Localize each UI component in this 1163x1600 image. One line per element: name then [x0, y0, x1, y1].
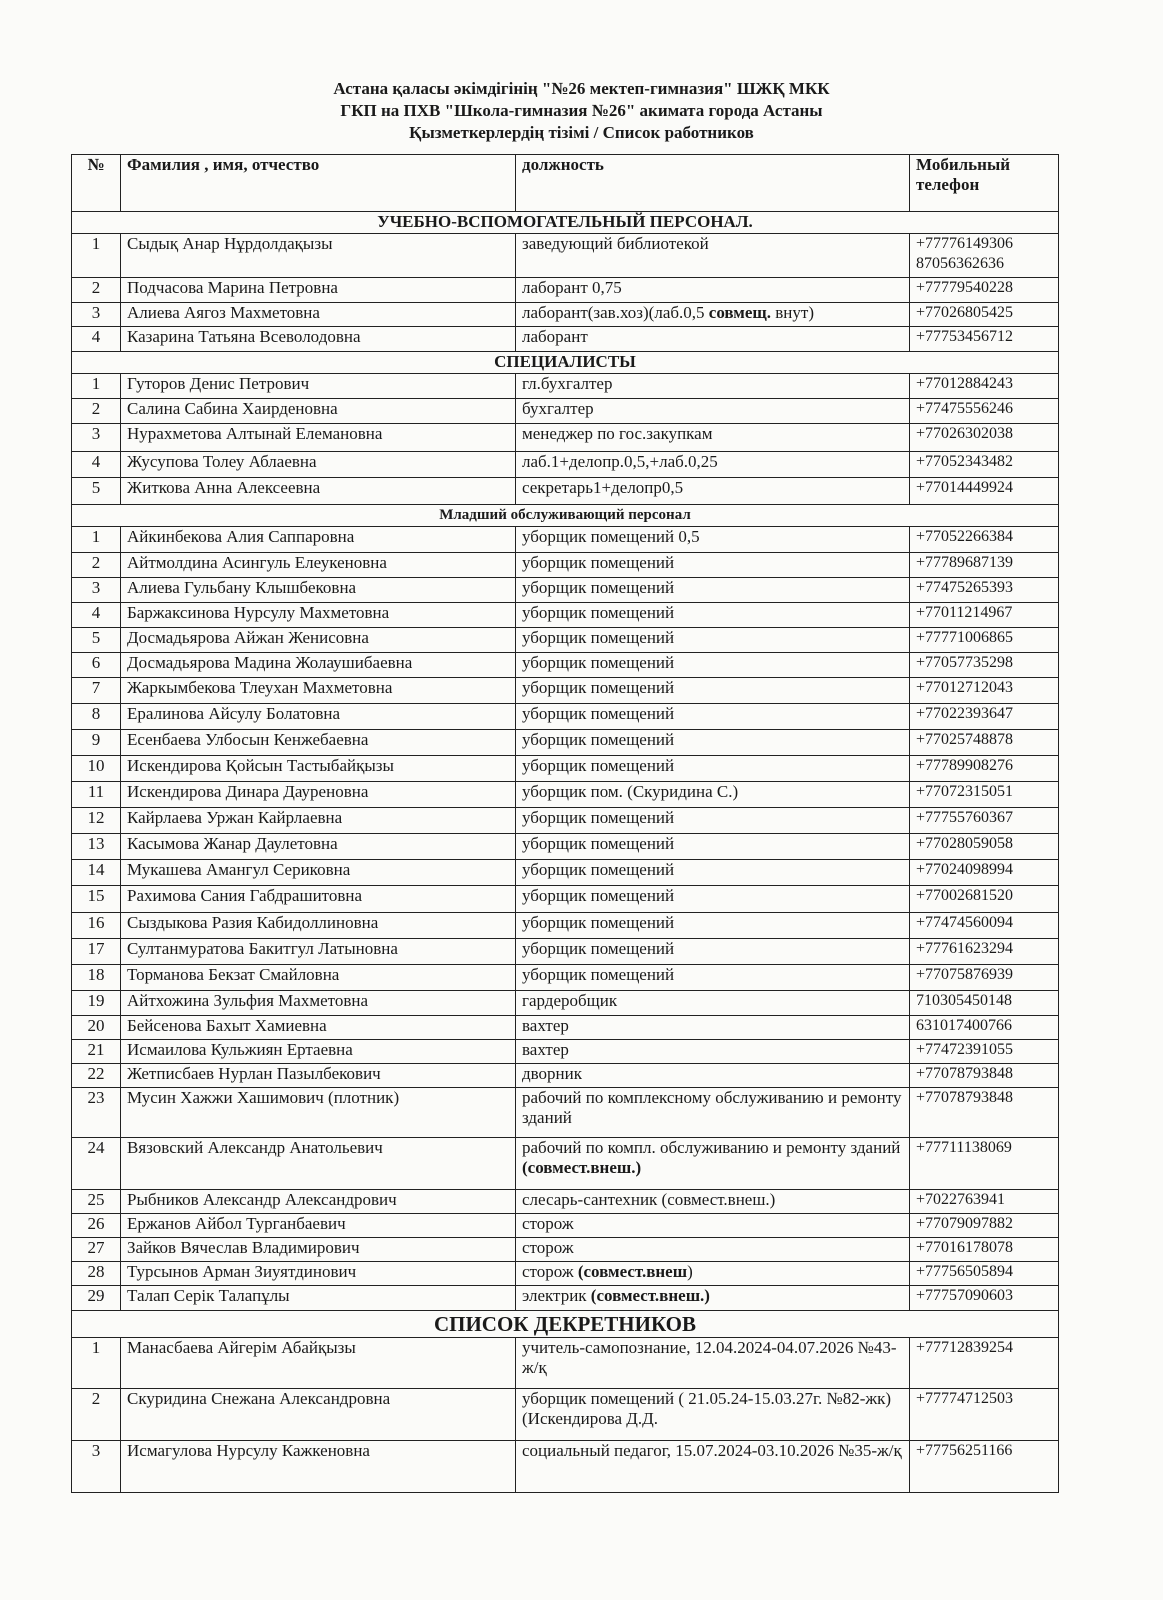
employee-phone: +77774712503 — [910, 1389, 1059, 1441]
employee-phone: +77028059058 — [910, 834, 1059, 860]
position-text: уборщик пом. (Скуридина С.) — [522, 782, 739, 801]
employee-phone: +77012884243 — [910, 374, 1059, 399]
row-number: 1 — [72, 374, 121, 399]
employee-name: Торманова Бекзат Смайловна — [121, 965, 516, 991]
employee-phone: +77025748878 — [910, 730, 1059, 756]
table-row — [72, 234, 1059, 278]
position-bold-text: (совмест.внеш — [577, 1262, 688, 1281]
position-text: уборщик помещений — [522, 678, 675, 697]
employee-position — [516, 678, 910, 704]
employee-position — [516, 1238, 910, 1262]
employee-phone: +77472391055 — [910, 1040, 1059, 1064]
row-number: 7 — [72, 678, 121, 704]
row-number: 4 — [72, 452, 121, 478]
section-header-row — [72, 212, 1059, 234]
row-number: 5 — [72, 628, 121, 653]
row-number: 2 — [72, 553, 121, 578]
row-number: 3 — [72, 303, 121, 327]
row-number: 9 — [72, 730, 121, 756]
employee-phone: +77711138069 — [910, 1138, 1059, 1190]
employee-position — [516, 886, 910, 913]
row-number: 10 — [72, 756, 121, 782]
employee-name: Мукашева Амангул Сериковна — [121, 860, 516, 886]
employee-phone: +77075876939 — [910, 965, 1059, 991]
table-row — [72, 782, 1059, 808]
position-text: уборщик помещений — [522, 965, 675, 984]
employee-position — [516, 1441, 910, 1493]
employee-phone: +77475556246 — [910, 399, 1059, 424]
employee-phone: +77012712043 — [910, 678, 1059, 704]
employee-phone: +77789687139 — [910, 553, 1059, 578]
employee-phone: +77789908276 — [910, 756, 1059, 782]
employee-phone: +77026302038 — [910, 424, 1059, 452]
position-text: уборщик помещений — [522, 553, 675, 572]
employee-name: Досмадьярова Мадина Жолаушибаевна — [121, 653, 516, 678]
employee-name: Султанмуратова Бакитгул Латыновна — [121, 939, 516, 965]
row-number: 3 — [72, 424, 121, 452]
employee-position — [516, 374, 910, 399]
employee-name: Есенбаева Улбосын Кенжебаевна — [121, 730, 516, 756]
position-text: уборщик помещений — [522, 886, 675, 905]
table-row — [72, 327, 1059, 352]
employee-position — [516, 452, 910, 478]
employee-position — [516, 1040, 910, 1064]
employee-position — [516, 399, 910, 424]
employee-position — [516, 603, 910, 628]
table-row — [72, 628, 1059, 653]
row-number: 12 — [72, 808, 121, 834]
table-row — [72, 452, 1059, 478]
table-row — [72, 527, 1059, 553]
employee-name: Айтхожина Зульфия Махметовна — [121, 991, 516, 1016]
employee-position — [516, 653, 910, 678]
employee-position — [516, 478, 910, 505]
section-header-row — [72, 352, 1059, 374]
employee-name: Досмадьярова Айжан Женисовна — [121, 628, 516, 653]
row-number: 3 — [72, 578, 121, 603]
position-text: уборщик помещений — [522, 730, 675, 749]
position-text: уборщик помещений — [522, 860, 675, 879]
position-text: менеджер по гос.закупкам — [522, 424, 713, 443]
employee-position — [516, 704, 910, 730]
row-number: 23 — [72, 1088, 121, 1138]
employee-position — [516, 1286, 910, 1311]
table-row — [72, 1441, 1059, 1493]
table-row — [72, 578, 1059, 603]
row-number: 1 — [72, 1338, 121, 1389]
position-text: сторож — [522, 1262, 578, 1281]
employee-phone: +77755760367 — [910, 808, 1059, 834]
position-text: лаборант(зав.хоз)(лаб.0,5 — [522, 303, 709, 322]
row-number: 1 — [72, 234, 121, 278]
row-number: 29 — [72, 1286, 121, 1311]
row-number: 4 — [72, 327, 121, 352]
position-text: гл.бухгалтер — [522, 374, 613, 393]
row-number: 2 — [72, 399, 121, 424]
employee-name: Ералинова Айсулу Болатовна — [121, 704, 516, 730]
employee-phone: +77052343482 — [910, 452, 1059, 478]
employee-phone: 631017400766 — [910, 1016, 1059, 1040]
position-text: заведующий библиотекой — [522, 234, 709, 253]
employee-phone: +77026805425 — [910, 303, 1059, 327]
employee-name: Зайков Вячеслав Владимирович — [121, 1238, 516, 1262]
employee-position — [516, 527, 910, 553]
position-text: уборщик помещений — [522, 808, 675, 827]
employee-phone: +7022763941 — [910, 1190, 1059, 1214]
table-row — [72, 1238, 1059, 1262]
employee-position — [516, 278, 910, 303]
employee-position — [516, 424, 910, 452]
table-row — [72, 278, 1059, 303]
section-title: Младший обслуживающий персонал — [72, 505, 1059, 527]
row-number: 25 — [72, 1190, 121, 1214]
table-row — [72, 756, 1059, 782]
employee-phone: +77779540228 — [910, 278, 1059, 303]
section-header-row — [72, 505, 1059, 527]
employee-position — [516, 860, 910, 886]
table-row — [72, 1138, 1059, 1190]
employee-name: Вязовский Александр Анатольевич — [121, 1138, 516, 1190]
employee-name: Исмагулова Нурсулу Кажкеновна — [121, 1441, 516, 1493]
section-header-row — [72, 1311, 1059, 1338]
position-text: уборщик помещений — [522, 578, 675, 597]
employee-phone: +77757090603 — [910, 1286, 1059, 1311]
employee-position — [516, 234, 910, 278]
table-row — [72, 860, 1059, 886]
employee-name: Айкинбекова Алия Саппаровна — [121, 527, 516, 553]
employee-phone: +77078793848 — [910, 1088, 1059, 1138]
table-row — [72, 1064, 1059, 1088]
employee-name: Казарина Татьяна Всеволодовна — [121, 327, 516, 352]
position-text: уборщик помещений — [522, 704, 675, 723]
position-text: электрик — [522, 1286, 591, 1305]
table-row — [72, 1262, 1059, 1286]
employee-name: Нурахметова Алтынай Елемановна — [121, 424, 516, 452]
row-number: 16 — [72, 913, 121, 939]
table-row — [72, 991, 1059, 1016]
table-row — [72, 1016, 1059, 1040]
employee-phone: +77078793848 — [910, 1064, 1059, 1088]
employee-name: Жусупова Толеу Аблаевна — [121, 452, 516, 478]
table-row — [72, 886, 1059, 913]
employee-name: Сыдық Анар Нұрдолдақызы — [121, 234, 516, 278]
table-row — [72, 1190, 1059, 1214]
position-text: лаб.1+делопр.0,5,+лаб.0,25 — [522, 452, 718, 471]
row-number: 19 — [72, 991, 121, 1016]
table-row — [72, 424, 1059, 452]
employee-phone: +77024098994 — [910, 860, 1059, 886]
position-bold-text: (совмест.внеш.) — [522, 1158, 642, 1177]
employee-name: Рахимова Сания Габдрашитовна — [121, 886, 516, 913]
position-text: гардеробщик — [522, 991, 618, 1010]
employee-position — [516, 1389, 910, 1441]
employee-name: Талап Серік Талапұлы — [121, 1286, 516, 1311]
employee-phone: +77753456712 — [910, 327, 1059, 352]
employee-name: Мусин Хажжи Хашимович (плотник) — [121, 1088, 516, 1138]
position-text: уборщик помещений — [522, 913, 675, 932]
table-row — [72, 939, 1059, 965]
employee-name: Алиева Аягоз Махметовна — [121, 303, 516, 327]
row-number: 28 — [72, 1262, 121, 1286]
header-line-3: Қызметкерлердің тізімі / Список работников — [409, 123, 754, 142]
employee-name: Искендирова Динара Дауреновна — [121, 782, 516, 808]
position-text: рабочий по комплексному обслуживанию и ремонту зданий — [522, 1088, 902, 1127]
table-header-row — [72, 155, 1059, 212]
employee-phone: +77771006865 — [910, 628, 1059, 653]
column-header-name: Фамилия , имя, отчество — [121, 155, 516, 212]
header-line-2: ГКП на ПХВ "Школа-гимназия №26" акимата города Астаны — [340, 101, 823, 120]
position-tail-text: внут) — [771, 303, 814, 322]
position-text: социальный педагог, 15.07.2024-03.10.2026 №35-ж/қ — [522, 1441, 902, 1460]
employee-name: Гуторов Денис Петрович — [121, 374, 516, 399]
table-row — [72, 730, 1059, 756]
table-row — [72, 303, 1059, 327]
employee-position — [516, 939, 910, 965]
employee-position — [516, 1138, 910, 1190]
position-text: уборщик помещений — [522, 939, 675, 958]
position-text: рабочий по компл. обслуживанию и ремонту зданий — [522, 1138, 901, 1157]
table-row — [72, 1286, 1059, 1311]
row-number: 3 — [72, 1441, 121, 1493]
employee-name: Подчасова Марина Петровна — [121, 278, 516, 303]
employee-position — [516, 578, 910, 603]
position-bold-text: (совмест.внеш.) — [590, 1286, 710, 1305]
row-number: 20 — [72, 1016, 121, 1040]
employee-name: Бейсенова Бахыт Хамиевна — [121, 1016, 516, 1040]
row-number: 4 — [72, 603, 121, 628]
row-number: 17 — [72, 939, 121, 965]
employee-phone: +77712839254 — [910, 1338, 1059, 1389]
employee-name: Алиева Гульбану Клышбековна — [121, 578, 516, 603]
position-text: учитель-самопознание, 12.04.2024-04.07.2026 №43-ж/қ — [522, 1338, 897, 1377]
employee-phone: +77761623294 — [910, 939, 1059, 965]
row-number: 8 — [72, 704, 121, 730]
employee-position — [516, 1338, 910, 1389]
position-text: уборщик помещений 0,5 — [522, 527, 700, 546]
section-title: СПЕЦИАЛИСТЫ — [72, 352, 1059, 374]
position-text: уборщик помещений — [522, 756, 675, 775]
position-text: дворник — [522, 1064, 583, 1083]
row-number: 24 — [72, 1138, 121, 1190]
position-text: вахтер — [522, 1040, 569, 1059]
position-text: вахтер — [522, 1016, 569, 1035]
table-row — [72, 399, 1059, 424]
section-title: УЧЕБНО-ВСПОМОГАТЕЛЬНЫЙ ПЕРСОНАЛ. — [72, 212, 1059, 234]
table-row — [72, 653, 1059, 678]
table-row — [72, 374, 1059, 399]
section-title: СПИСОК ДЕКРЕТНИКОВ — [72, 1311, 1059, 1338]
staff-table-body — [72, 212, 1059, 1493]
row-number: 2 — [72, 278, 121, 303]
employee-phone: +77756505894 — [910, 1262, 1059, 1286]
employee-position — [516, 628, 910, 653]
employee-position — [516, 1088, 910, 1138]
employee-name: Кайрлаева Уржан Кайрлаевна — [121, 808, 516, 834]
employee-phone: +77474560094 — [910, 913, 1059, 939]
employee-phone: +77002681520 — [910, 886, 1059, 913]
column-header-num: № — [72, 155, 121, 212]
employee-phone: +77079097882 — [910, 1214, 1059, 1238]
row-number: 15 — [72, 886, 121, 913]
row-number: 5 — [72, 478, 121, 505]
employee-name: Айтмолдина Асингуль Елеукеновна — [121, 553, 516, 578]
position-text: бухгалтер — [522, 399, 594, 418]
employee-position — [516, 303, 910, 327]
employee-name: Касымова Жанар Даулетовна — [121, 834, 516, 860]
employee-phone: +77776149306 87056362636 — [910, 234, 1059, 278]
employee-phone: +77016178078 — [910, 1238, 1059, 1262]
table-row — [72, 704, 1059, 730]
table-row — [72, 808, 1059, 834]
employee-name: Жетписбаев Нурлан Пазылбекович — [121, 1064, 516, 1088]
employee-name: Жаркымбекова Тлеухан Махметовна — [121, 678, 516, 704]
employee-position — [516, 913, 910, 939]
employee-position — [516, 808, 910, 834]
table-row — [72, 834, 1059, 860]
row-number: 1 — [72, 527, 121, 553]
employee-position — [516, 553, 910, 578]
employee-phone: 710305450148 — [910, 991, 1059, 1016]
row-number: 6 — [72, 653, 121, 678]
employee-phone: +77072315051 — [910, 782, 1059, 808]
row-number: 14 — [72, 860, 121, 886]
position-text: лаборант — [522, 327, 588, 346]
row-number: 26 — [72, 1214, 121, 1238]
employee-name: Исмаилова Кульжиян Ертаевна — [121, 1040, 516, 1064]
employee-position — [516, 782, 910, 808]
employee-name: Турсынов Арман Зиуятдинович — [121, 1262, 516, 1286]
employee-name: Сыздыкова Разия Кабидоллиновна — [121, 913, 516, 939]
employee-name: Житкова Анна Алексеевна — [121, 478, 516, 505]
row-number: 11 — [72, 782, 121, 808]
table-row — [72, 678, 1059, 704]
employee-name: Салина Сабина Хаирденовна — [121, 399, 516, 424]
position-bold-text: совмещ. — [708, 303, 772, 322]
position-tail-text: ) — [687, 1262, 693, 1281]
table-row — [72, 1088, 1059, 1138]
table-row — [72, 1214, 1059, 1238]
employee-position — [516, 1016, 910, 1040]
position-text: уборщик помещений — [522, 628, 675, 647]
employee-phone: +77011214967 — [910, 603, 1059, 628]
row-number: 22 — [72, 1064, 121, 1088]
header-line-1: Астана қаласы әкімдігінің "№26 мектеп-гимназия" ШЖҚ МКК — [333, 79, 830, 98]
position-text: уборщик помещений — [522, 653, 675, 672]
employee-name: Манасбаева Айгерім Абайқызы — [121, 1338, 516, 1389]
table-row — [72, 553, 1059, 578]
employee-phone: +77014449924 — [910, 478, 1059, 505]
staff-table — [71, 154, 1059, 1493]
row-number: 2 — [72, 1389, 121, 1441]
employee-phone: +77475265393 — [910, 578, 1059, 603]
employee-position — [516, 327, 910, 352]
employee-phone: +77756251166 — [910, 1441, 1059, 1493]
row-number: 18 — [72, 965, 121, 991]
position-text: сторож — [522, 1238, 574, 1257]
employee-position — [516, 730, 910, 756]
column-header-position: должность — [516, 155, 910, 212]
employee-position — [516, 991, 910, 1016]
employee-phone: +77057735298 — [910, 653, 1059, 678]
employee-position — [516, 1190, 910, 1214]
position-text: секретарь1+делопр0,5 — [522, 478, 684, 497]
document-header — [0, 78, 1163, 144]
position-text: лаборант 0,75 — [522, 278, 622, 297]
employee-position — [516, 834, 910, 860]
position-text: сторож — [522, 1214, 574, 1233]
position-text: слесарь-сантехник (совмест.внеш.) — [522, 1190, 776, 1209]
table-row — [72, 1338, 1059, 1389]
employee-position — [516, 1214, 910, 1238]
table-row — [72, 1389, 1059, 1441]
position-text: уборщик помещений — [522, 603, 675, 622]
table-row — [72, 603, 1059, 628]
table-row — [72, 1040, 1059, 1064]
employee-phone: +77052266384 — [910, 527, 1059, 553]
column-header-phone: Мобильный телефон — [910, 155, 1059, 212]
row-number: 21 — [72, 1040, 121, 1064]
employee-name: Скуридина Снежана Александровна — [121, 1389, 516, 1441]
row-number: 13 — [72, 834, 121, 860]
position-text: уборщик помещений ( 21.05.24-15.03.27г. №82-жк) (Искендирова Д.Д. — [522, 1389, 892, 1428]
employee-position — [516, 756, 910, 782]
employee-name: Искендирова Қойсын Тастыбайқызы — [121, 756, 516, 782]
employee-position — [516, 1262, 910, 1286]
employee-position — [516, 965, 910, 991]
employee-name: Ержанов Айбол Турганбаевич — [121, 1214, 516, 1238]
table-row — [72, 913, 1059, 939]
table-row — [72, 478, 1059, 505]
table-row — [72, 965, 1059, 991]
employee-name: Рыбников Александр Александрович — [121, 1190, 516, 1214]
employee-name: Баржаксинова Нурсулу Махметовна — [121, 603, 516, 628]
employee-phone: +77022393647 — [910, 704, 1059, 730]
row-number: 27 — [72, 1238, 121, 1262]
position-text: уборщик помещений — [522, 834, 675, 853]
employee-position — [516, 1064, 910, 1088]
